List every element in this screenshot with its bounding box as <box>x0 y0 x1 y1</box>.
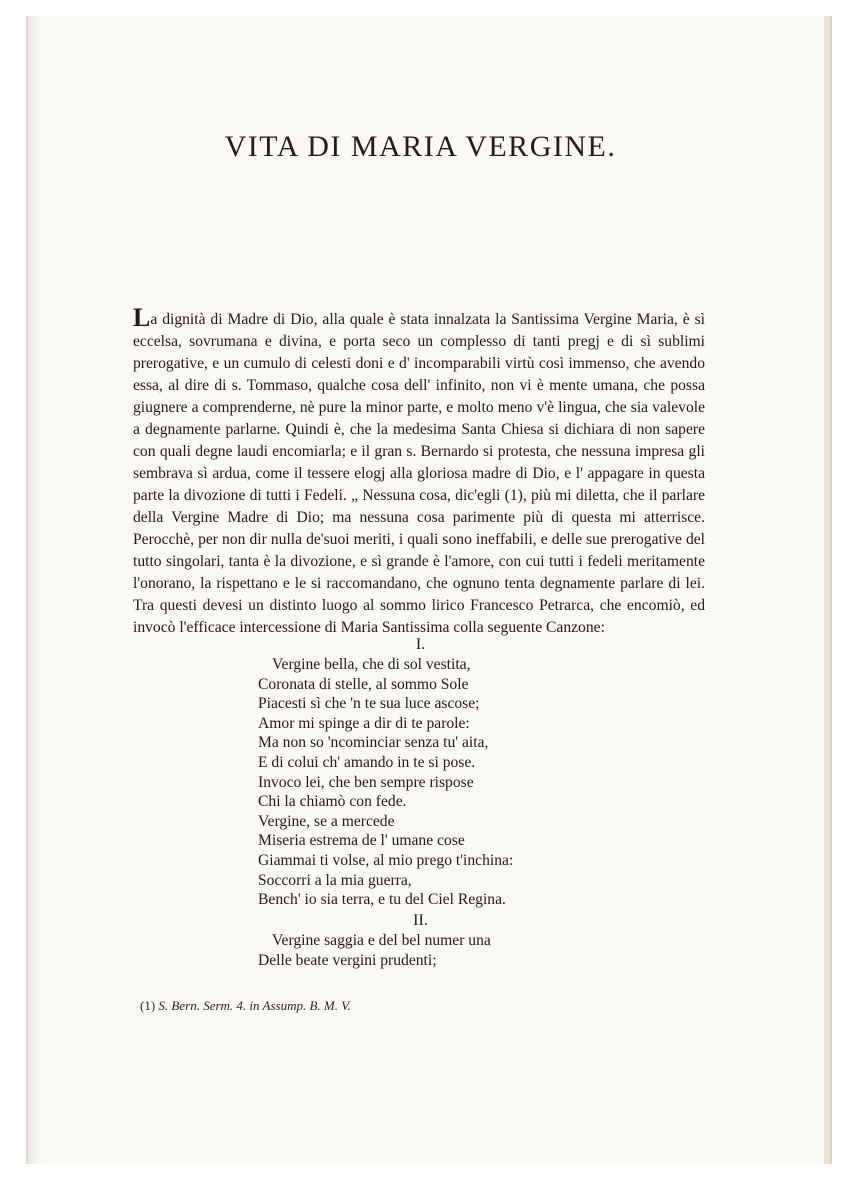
footnote-citation: S. Bern. Serm. 4. in Assump. B. M. V. <box>158 998 351 1013</box>
verse-line: Vergine, se a mercede <box>258 812 395 830</box>
stanza-1 <box>258 655 513 910</box>
stanza-number-1: I. <box>415 636 426 653</box>
verse-line: Vergine bella, che di sol vestita, <box>272 656 471 673</box>
paragraph-text: a dignità di Madre di Dio, alla quale è stata innalzata la Santissima Vergine Maria, è sì eccelsa, sovrumana e divina, e porta seco un complesso di tanti pregj e di sì sublimi prerogative, e un cumulo di celesti doni e d' incomparabili virtù così immenso, che avendo essa, al dire di s. Tommaso, qualche cosa dell' infinito, non vi è mente umana, che possa giugnere a comprenderne, nè pure la minor parte, e molto meno v'è lingua, che sia valevole a degnamente parlarne. Quindi è, che la medesima Santa Chiesa si dichiara di non sapere con quali degne laudi encomiarla; e il gran s. Bernardo si protesta, che nessuna impresa gli sembrava sì ardua, come il tessere elogj alla gloriosa madre di Dio, e l' appagare in questa parte la divozione di tutti i Fedeli. „ Nessuna cosa, dic'egli (1), più mi diletta, che il parlare della Vergine Madre di Dio; ma nessuna cosa parimente più di questa mi atterrisce. Perocchè, per non dir nulla de'suoi meriti, i quali sono ineffabili, e delle sue prerogative del tutto singolari, tanta è la divozione, e sì grande è l'amore, con cui tutti i fedeli meritamente l'onorano, la rispettano e le si raccomandano, che ognuno tenta degnamente parlare di lei. Tra questi devesi un distinto luogo al sommo lirico Francesco Petrarca, che encomiò, ed invocò l'efficace intercessione di Maria Santissima colla seguente Canzone: <box>133 311 705 636</box>
verse-line: Giammai ti volse, al mio prego t'inchina: <box>258 851 514 869</box>
drop-cap: L <box>133 303 151 332</box>
verse-line: E di colui ch' amando in te si pose. <box>258 753 476 771</box>
footnote-mark: (1) <box>140 998 156 1013</box>
verse-line: Amor mi spinge a dir di te parole: <box>258 714 470 732</box>
stanza-number-2: II. <box>413 912 428 929</box>
stanza-2 <box>258 931 491 970</box>
page-title: VITA DI MARIA VERGINE. <box>224 130 617 163</box>
verse-line: Vergine saggia e del bel numer una <box>272 932 491 949</box>
footnote <box>140 998 351 1014</box>
verse-line: Chi la chiamò con fede. <box>258 793 407 811</box>
verse-line: Invoco lei, che ben sempre rispose <box>258 773 474 791</box>
verse-line: Soccorri a la mia guerra, <box>258 871 412 889</box>
verse-line: Piacesti sì che 'n te sua luce ascose; <box>258 695 480 713</box>
body-paragraph <box>133 303 705 639</box>
page-gutter-shadow <box>26 16 42 1164</box>
verse-line: Bench' io sia terra, e tu del Ciel Regina. <box>258 891 506 909</box>
verse-line: Ma non so 'ncominciar senza tu' aita, <box>258 734 489 752</box>
verse-line: Delle beate vergini prudenti; <box>258 951 437 969</box>
verse-line: Miseria estrema de l' umane cose <box>258 832 465 850</box>
verse-line: Coronata di stelle, al sommo Sole <box>258 675 469 693</box>
